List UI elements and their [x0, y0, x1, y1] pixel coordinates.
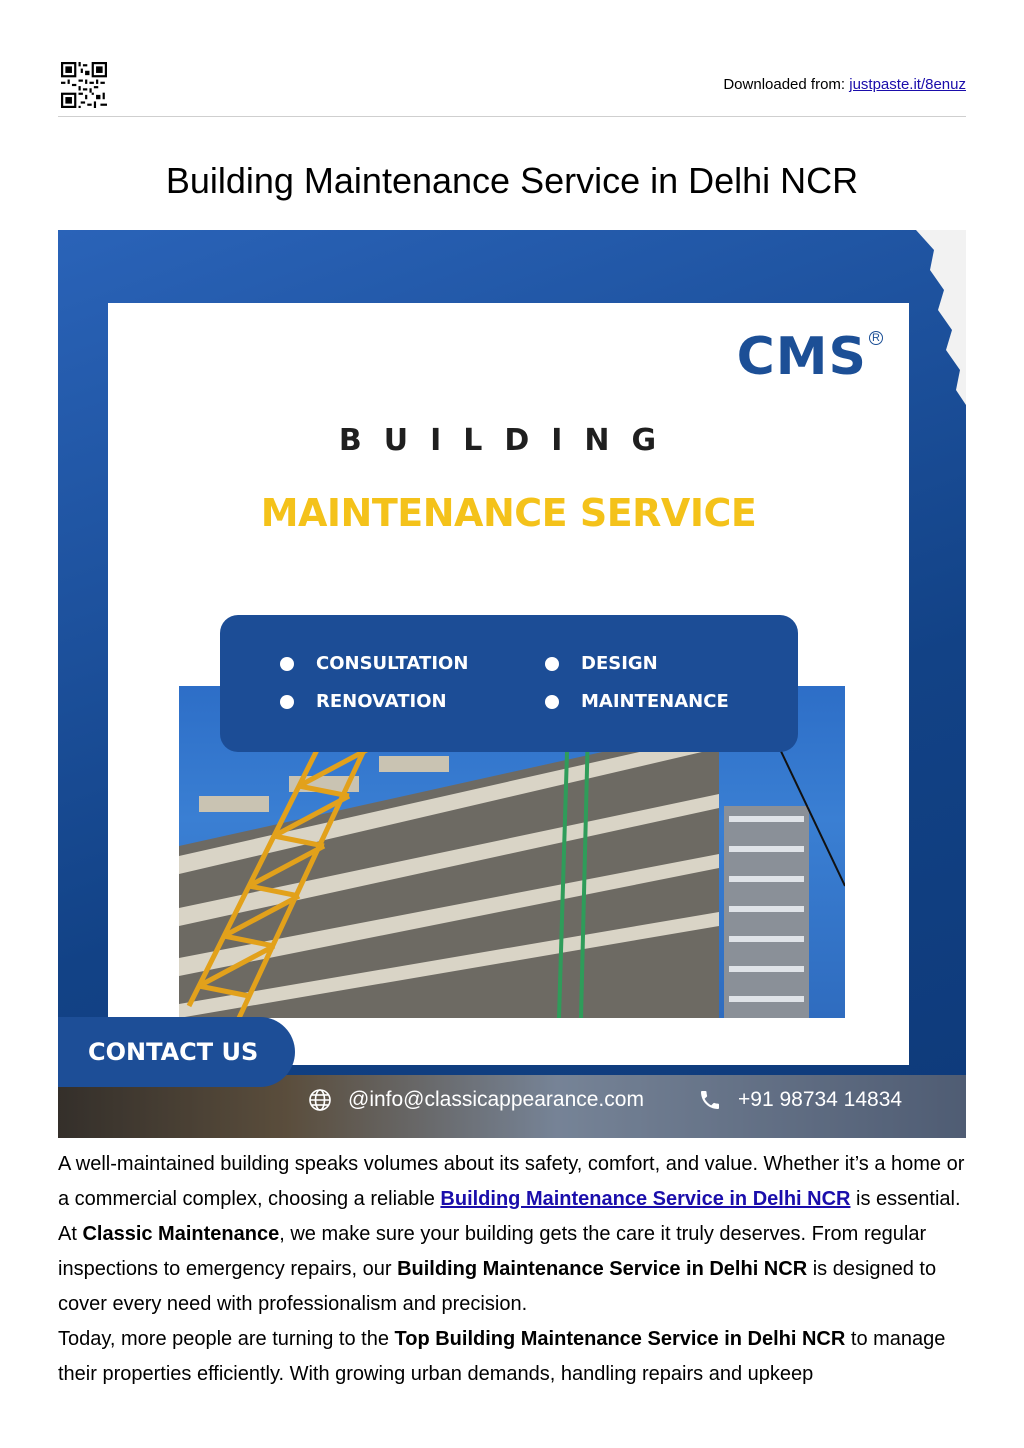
cms-logo: [737, 327, 883, 387]
email-text: @info@classicappearance.com: [348, 1088, 644, 1111]
text-run: is designed to cover every need with professionalism and precision.: [58, 1258, 937, 1315]
download-label: Downloaded from:: [723, 76, 846, 93]
service-label: RENOVATION: [316, 691, 447, 712]
service-link[interactable]: Building Maintenance Service in Delhi NCR: [440, 1188, 851, 1210]
paragraph-1: [58, 1147, 968, 1322]
heading-maintenance-service: MAINTENANCE SERVICE: [260, 491, 757, 535]
contact-us-button[interactable]: CONTACT US: [58, 1017, 295, 1087]
text-run: A well-maintained building speaks volumes about its safety, comfort, and value. Whether it’s a home or a commercial complex, choosing a reliable: [58, 1153, 965, 1210]
services-panel: [220, 615, 798, 752]
registered-mark: R: [869, 331, 883, 345]
bold-text: Top Building Maintenance Service in Delhi NCR: [394, 1328, 846, 1350]
bullet-icon: [545, 695, 559, 709]
banner-card: [108, 303, 909, 1065]
text-run: to manage their properties efficiently. With growing urban demands, handling repairs and upkeep: [58, 1328, 946, 1385]
service-label: CONSULTATION: [316, 653, 469, 674]
service-item: [280, 691, 447, 712]
service-item: [545, 653, 658, 674]
bullet-icon: [545, 657, 559, 671]
text-run: Today, more people are turning to the: [58, 1328, 395, 1350]
qr-code-icon: [61, 62, 107, 108]
service-item: [545, 691, 729, 712]
text-run: , we make sure your building gets the care it truly deserves. From regular inspections to emergency repairs, our: [58, 1223, 927, 1280]
heading-building: BUILDING: [338, 423, 679, 458]
source-link[interactable]: justpaste.it/8enuz: [849, 76, 966, 93]
promo-banner: [58, 230, 966, 1138]
logo-text: CMS: [736, 327, 867, 387]
service-label: DESIGN: [581, 653, 658, 674]
phone-icon: [698, 1088, 722, 1112]
email-contact: [308, 1088, 644, 1112]
download-header: [58, 58, 966, 117]
page-title: Building Maintenance Service in Delhi NCR: [165, 160, 859, 201]
download-source: [723, 76, 966, 93]
bullet-icon: [280, 695, 294, 709]
bullet-icon: [280, 657, 294, 671]
phone-text: +91 98734 14834: [738, 1088, 903, 1111]
text-run: is essential. At: [58, 1188, 961, 1245]
globe-icon: [308, 1088, 332, 1112]
bold-text: Building Maintenance Service in Delhi NCR: [397, 1258, 808, 1280]
paragraph-2: [58, 1322, 968, 1392]
phone-contact: [698, 1088, 902, 1112]
service-item: [280, 653, 468, 674]
article-body: [58, 1147, 968, 1392]
bold-text: Classic Maintenance: [82, 1223, 280, 1245]
service-label: MAINTENANCE: [581, 691, 729, 712]
